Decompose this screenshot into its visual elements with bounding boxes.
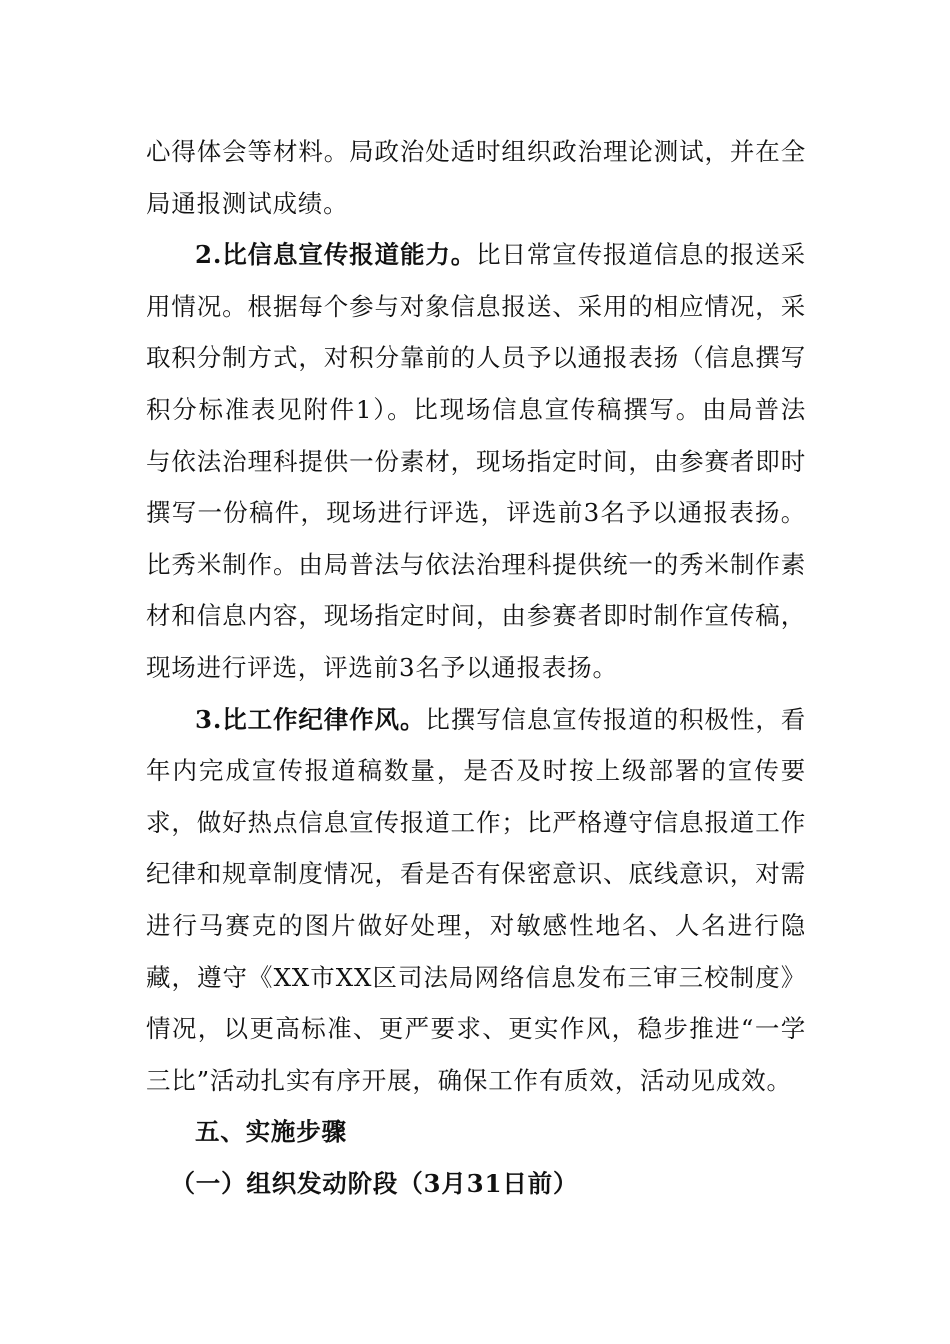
paragraph-lead-heading: 3.比工作纪律作风。 bbox=[195, 704, 426, 734]
paragraph-political-theory-continuation bbox=[146, 126, 806, 229]
paragraph-text: 心得体会等材料。局政治处适时组织政治理论测试，并在全局通报测试成绩。 bbox=[146, 137, 806, 218]
paragraph-info-publicity bbox=[146, 229, 806, 693]
paragraph-text: 比日常宣传报道信息的报送采用情况。根据每个参与对象信息报送、采用的相应情况，采取积分制方式，对积分靠前的人员予以通报表扬（信息撰写积分标准表见附件1）。比现场信息宣传稿撰写。由局普法与依法治理科提供一份素材，现场指定时间，由参赛者即时撰写一份稿件，现场进行评选，评选前3名予以通报表扬。比秀米制作。由局普法与依法治理科提供统一的秀米制作素材和信息内容，现场指定时间，由参赛者即时制作宣传稿，现场进行评选，评选前3名予以通报表扬。 bbox=[146, 240, 806, 682]
section-heading-implementation-steps: 五、实施步骤 bbox=[195, 1117, 347, 1147]
paragraph-text: 比撰写信息宣传报道的积极性，看年内完成宣传报道稿数量，是否及时按上级部署的宣传要求，做好热点信息宣传报道工作；比严格遵守信息报道工作纪律和规章制度情况，看是否有保密意识、底线意识，对需进行马赛克的图片做好处理，对敏感性地名、人名进行隐藏，遵守《XX市XX区司法局网络信息发布三审三校制度》情况，以更高标准、更严要求、更实作风，稳步推进“一学三比”活动扎实有序开展，确保工作有质效，活动见成效。 bbox=[146, 704, 806, 1095]
document-body bbox=[146, 126, 806, 1209]
paragraph-lead-heading: 2.比信息宣传报道能力。 bbox=[195, 240, 477, 270]
paragraph-work-discipline bbox=[146, 694, 806, 1107]
subsection-heading-mobilization-stage: （一）组织发动阶段（3月31日前） bbox=[170, 1168, 579, 1198]
